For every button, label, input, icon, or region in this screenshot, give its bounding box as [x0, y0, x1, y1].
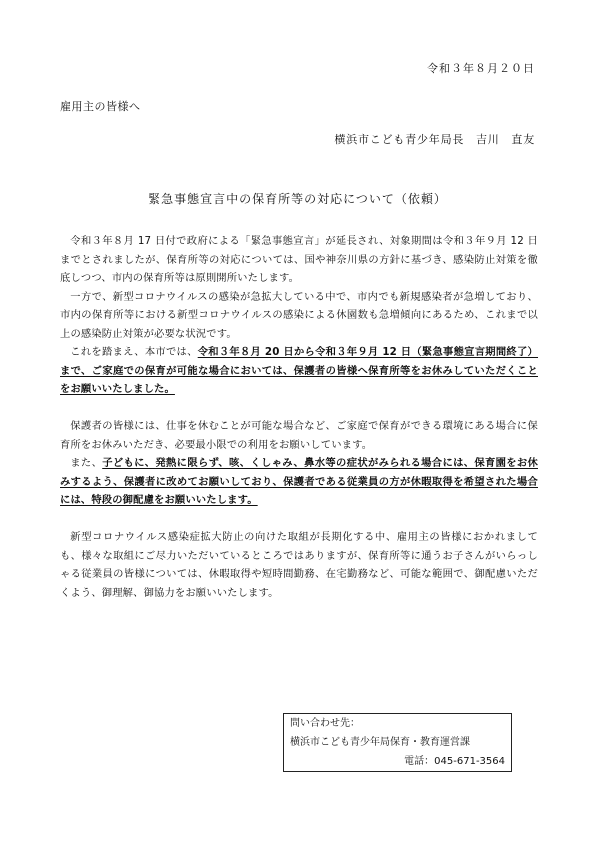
contact-phone: 電話：045-671-3564	[404, 756, 505, 767]
contact-box	[283, 713, 512, 772]
letter-recipient: 雇用主の皆様へ	[60, 100, 141, 113]
letter-date: 令和３年８月２０日	[427, 62, 535, 75]
paragraph-lead: これを踏まえ、本市では、	[70, 346, 198, 358]
contact-heading: 問い合わせ先：	[290, 718, 360, 729]
paragraph-guardians: 保護者の皆様には、仕事を休むことが可能な場合など、ご家庭で保育ができる環境にある場合に保育所をお休みいただき、必要最小限での利用をお願いしています。	[60, 420, 538, 451]
letter-title: 緊急事態宣言中の保育所等の対応について（依頼）	[148, 192, 447, 206]
paragraph-lead: また、	[70, 457, 103, 469]
letter-sender: 横浜市こども青少年局長 吉川 直友	[334, 133, 535, 146]
paragraph-infection-situation: 一方で、新型コロナウイルスの感染が急拡大している中で、市内でも新規感染者が急増しており、市内の保育所等における新型コロナウイルスの感染による休園数も急増傾向にあるため、これまで以上の感染防止対策が必要な状況です。	[60, 290, 538, 340]
letter-body	[60, 232, 538, 602]
paragraph-employers: 新型コロナウイルス感染症拡大防止の向けた取組が長期化する中、雇用主の皆様におかれましても、様々な取組にご尽力いただいているところではありますが、保育所等に通うお子さんがいらっしゃる従業員の皆様については、休暇取得や短時間勤務、在宅勤務など、可能な範囲で、御配慮いただくよう、御理解、御協力をお願いいたします。	[60, 531, 538, 599]
emphasized-request: 令和３年８月 20 日から令和３年９月 12 日（緊急事態宣言期間終了）まで、ご家庭での保育が可能な場合においては、保護者の皆様へ保育所等をお休みしていただくことをお願いいたしました。	[60, 346, 539, 395]
paragraph-extension: 令和３年８月 17 日付で政府による「緊急事態宣言」が延長され、対象期間は令和３年９月 12 日までとされましたが、保育所等の対応については、国や神奈川県の方針に基づき、感染防止対策を徹底しつつ、市内の保育所等は原則開所いたします。	[60, 235, 538, 284]
emphasized-symptoms-request: 子どもに、発熱に限らず、咳、くしゃみ、鼻水等の症状がみられる場合には、保育園をお休みするよう、保護者に改めてお願いしており、保護者である従業員の方が休暇取得を希望された場合には、特段の御配慮をお願いいたします。	[60, 457, 538, 506]
paragraph-request-period	[60, 343, 538, 399]
contact-department: 横浜市こども青少年局保育・教育運営課	[290, 737, 470, 748]
paragraph-symptoms	[60, 454, 538, 510]
